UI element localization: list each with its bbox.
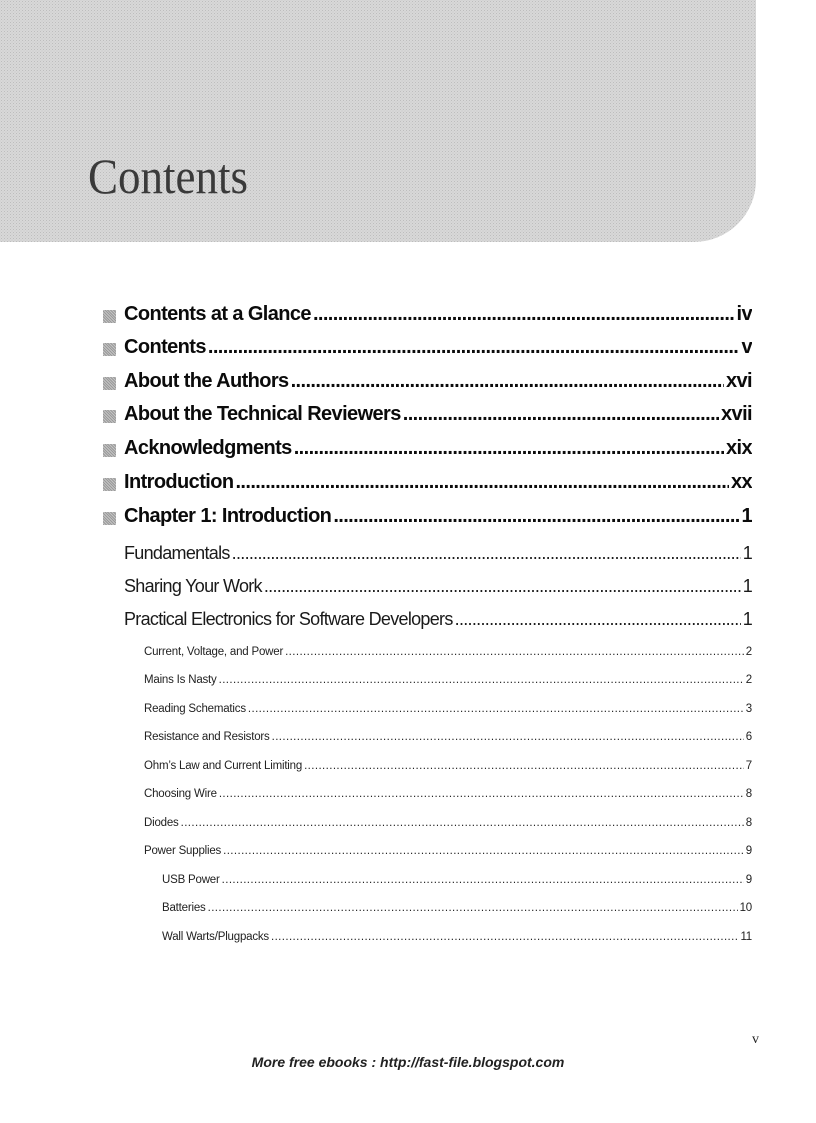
toc-entry-page: xvii [721, 403, 752, 425]
toc-entry-label: Chapter 1: Introduction [124, 505, 332, 527]
toc-entry-introduction[interactable] [124, 471, 752, 494]
toc-entry-fundamentals[interactable] [124, 543, 752, 564]
toc-entry-page: v [741, 336, 752, 358]
toc-entry-page: 9 [745, 845, 752, 857]
toc-entry-page: 8 [745, 788, 752, 800]
dot-leader [223, 845, 744, 857]
toc-entry-reading-schematics[interactable] [144, 703, 752, 715]
dot-leader [313, 303, 735, 326]
toc-entry-page: 1 [741, 505, 752, 527]
bullet-icon [103, 377, 116, 390]
toc-entry-contents-at-a-glance[interactable] [124, 303, 752, 326]
dot-leader [291, 370, 724, 393]
dot-leader [219, 788, 744, 800]
toc-entry-label: Introduction [124, 471, 234, 493]
dot-leader [208, 336, 740, 359]
toc-entry-page: 7 [745, 760, 752, 772]
toc-entry-page: 1 [742, 609, 752, 629]
toc-entry-about-the-technical-reviewers[interactable] [124, 403, 752, 426]
toc-entry-label: Ohm’s Law and Current Limiting [144, 760, 303, 772]
toc-entry-page: 2 [745, 674, 752, 686]
toc-entry-power-supplies[interactable] [144, 845, 752, 857]
toc-entry-mains-is-nasty[interactable] [144, 674, 752, 686]
toc-entry-label: Reading Schematics [144, 703, 246, 715]
toc-entry-label: USB Power [162, 874, 220, 886]
toc-entry-page: xx [730, 471, 752, 493]
dot-leader [219, 674, 744, 686]
footer-note: More free ebooks : http://fast-file.blogspot.com [251, 1054, 565, 1070]
toc-entry-page: 1 [742, 576, 752, 596]
dot-leader [333, 505, 739, 528]
bullet-icon [103, 512, 116, 525]
dot-leader [455, 609, 741, 630]
toc-entry-page: 11 [740, 931, 752, 943]
toc-entry-page: xvi [725, 370, 752, 392]
dot-leader [271, 931, 738, 943]
toc-entry-about-the-authors[interactable] [124, 370, 752, 393]
dot-leader [272, 731, 744, 743]
dot-leader [285, 646, 744, 658]
toc-entry-label: Contents at a Glance [124, 303, 311, 325]
toc-entry-resistance-and-resistors[interactable] [144, 731, 752, 743]
toc-entry-choosing-wire[interactable] [144, 788, 752, 800]
toc-entry-page: 1 [742, 543, 752, 563]
toc-entry-page: 10 [739, 902, 752, 914]
toc-entry-page: 6 [745, 731, 752, 743]
toc-entry-label: Fundamentals [124, 543, 230, 563]
toc-entry-diodes[interactable] [144, 817, 752, 829]
dot-leader [294, 437, 724, 460]
page-number: v [752, 1032, 759, 1047]
toc-entry-label: Mains Is Nasty [144, 674, 217, 686]
toc-entry-label: Batteries [162, 902, 206, 914]
bullet-icon [103, 478, 116, 491]
toc-entry-practical-electronics[interactable] [124, 609, 752, 630]
toc-entry-label: Power Supplies [144, 845, 222, 857]
toc-entry-batteries[interactable] [162, 902, 752, 914]
dot-leader [208, 902, 738, 914]
dot-leader [403, 403, 719, 426]
toc-entry-page: 3 [745, 703, 752, 715]
toc-entry-acknowledgments[interactable] [124, 437, 752, 460]
dot-leader [181, 817, 744, 829]
dot-leader [222, 874, 744, 886]
toc-entry-page: iv [736, 303, 752, 325]
toc-entry-usb-power[interactable] [162, 874, 752, 886]
toc-entry-label: Sharing Your Work [124, 576, 262, 596]
toc-entry-label: Resistance and Resistors [144, 731, 270, 743]
dot-leader [232, 543, 741, 564]
toc-entry-label: Acknowledgments [124, 437, 292, 459]
toc-entry-ohms-law[interactable] [144, 760, 752, 772]
toc-entry-page: 8 [745, 817, 752, 829]
toc-entry-label: Contents [124, 336, 206, 358]
toc-entry-current-voltage-power[interactable] [144, 646, 752, 658]
dot-leader [235, 471, 729, 494]
toc-entry-label: About the Authors [124, 370, 289, 392]
toc-entry-page: 2 [745, 646, 752, 658]
toc-entry-label: About the Technical Reviewers [124, 403, 401, 425]
toc-entry-label: Diodes [144, 817, 179, 829]
bullet-icon [103, 343, 116, 356]
toc-entry-label: Wall Warts/Plugpacks [162, 931, 269, 943]
toc-entry-chapter-1[interactable] [124, 505, 752, 528]
toc-entry-page: xix [725, 437, 752, 459]
page-title: Contents [88, 148, 249, 204]
toc-entry-label: Choosing Wire [144, 788, 217, 800]
toc-entry-contents[interactable] [124, 336, 752, 359]
toc-entry-wall-warts[interactable] [162, 931, 752, 943]
dot-leader [264, 576, 741, 597]
bullet-icon [103, 410, 116, 423]
bullet-icon [103, 444, 116, 457]
bullet-icon [103, 310, 116, 323]
dot-leader [248, 703, 744, 715]
toc-entry-label: Current, Voltage, and Power [144, 646, 284, 658]
toc-entry-page: 9 [745, 874, 752, 886]
dot-leader [304, 760, 744, 772]
toc-entry-sharing-your-work[interactable] [124, 576, 752, 597]
toc-entry-label: Practical Electronics for Software Developers [124, 609, 453, 629]
